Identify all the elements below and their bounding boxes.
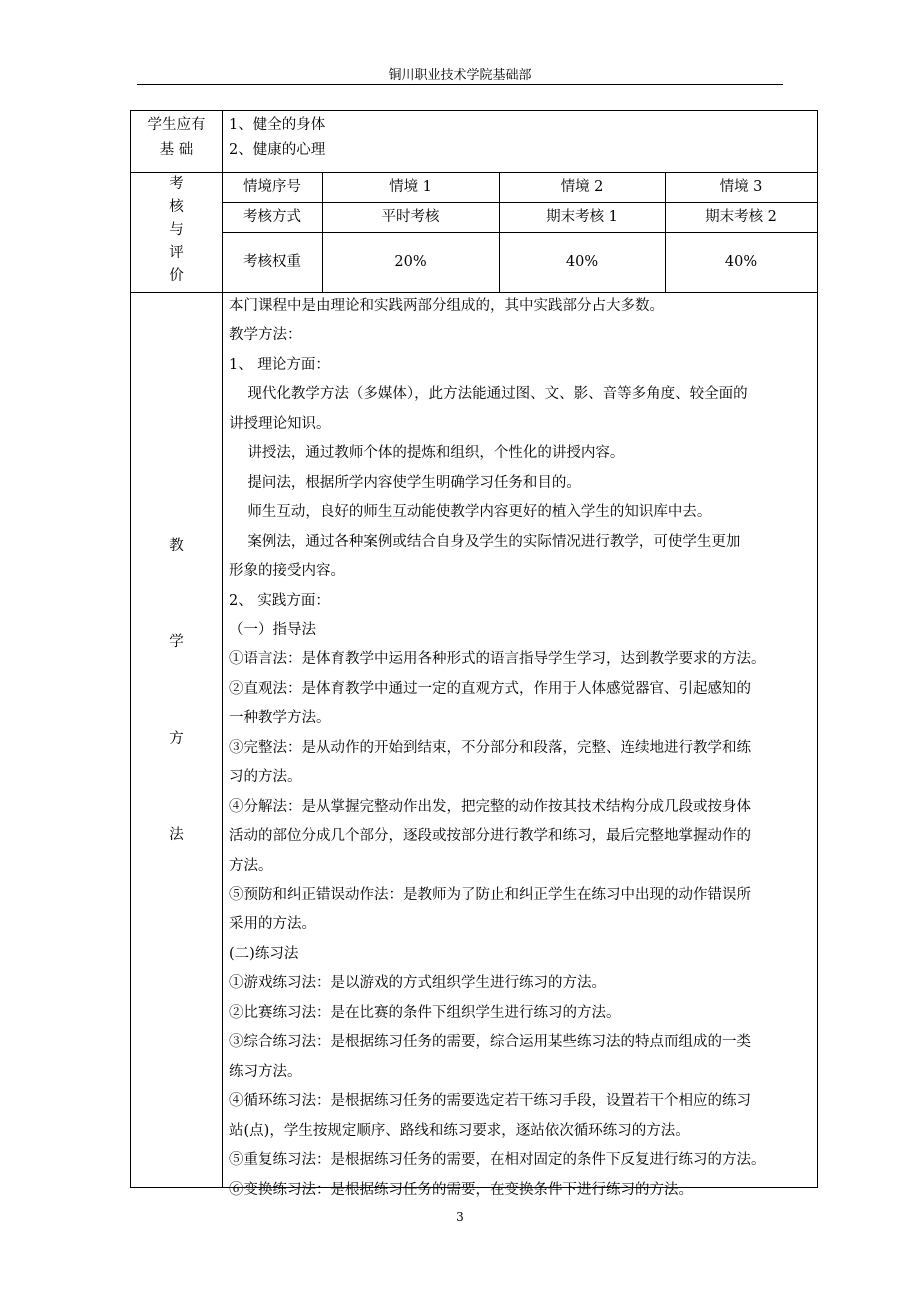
assessment-label-char: 价 — [169, 268, 184, 284]
methods-line: ①语言法：是体育教学中运用各种形式的语言指导学生学习，达到教学要求的方法。 — [229, 651, 766, 668]
methods-line: 案例法，通过各种案例或结合自身及学生的实际情况进行教学，可使学生更加 — [229, 533, 741, 550]
row-divider — [222, 202, 817, 203]
assessment-label-char: 考 — [169, 176, 184, 192]
assessment-cell: 平时考核 — [381, 209, 440, 225]
foundation-label-line1: 学生应有 — [147, 117, 206, 133]
row-divider — [131, 292, 817, 293]
assessment-cell: 期末考核 1 — [546, 209, 618, 225]
assessment-cell: 情境 1 — [389, 179, 432, 195]
foundation-item: 2、健康的心理 — [229, 142, 326, 158]
methods-line: 站(点)，学生按规定顺序、路线和练习要求，逐站依次循环练习的方法。 — [229, 1122, 690, 1139]
methods-line: ⑤预防和纠正错误动作法：是教师为了防止和纠正学生在练习中出现的动作错误所 — [229, 887, 751, 903]
methods-line: 讲授理论知识。 — [229, 415, 331, 432]
methods-line: 提问法，根据所学内容使学生明确学习任务和目的。 — [229, 474, 581, 491]
assessment-label-char: 评 — [169, 245, 184, 261]
header-title: 铜川职业技术学院基础部 — [388, 68, 532, 83]
methods-line: 练习方法。 — [229, 1063, 302, 1080]
methods-line: ②比赛练习法：是在比赛的条件下组织学生进行练习的方法。 — [229, 1004, 621, 1021]
methods-label-char: 法 — [169, 827, 184, 843]
methods-line: 讲授法，通过教师个体的提炼和组织，个性化的讲授内容。 — [229, 445, 625, 462]
assessment-cell: 情境 3 — [719, 179, 763, 195]
methods-line: 本门课程中是由理论和实践两部分组成的，其中实践部分占大多数。 — [229, 298, 664, 314]
assessment-cell: 期末考核 2 — [705, 209, 777, 225]
methods-line: 教学方法： — [229, 327, 302, 344]
methods-line: 形象的接受内容。 — [229, 563, 345, 580]
assessment-cell: 考核权重 — [243, 254, 301, 270]
methods-line: ⑤重复练习法：是根据练习任务的需要，在相对固定的条件下反复进行练习的方法。 — [229, 1152, 766, 1169]
assessment-cell: 情境 2 — [560, 179, 604, 195]
methods-line: ④循环练习法：是根据练习任务的需要选定若干练习手段，设置若干个相应的练习 — [229, 1093, 751, 1110]
assessment-cell: 考核方式 — [243, 209, 301, 225]
assessment-cell: 20% — [394, 254, 427, 270]
column-divider — [222, 111, 223, 1187]
methods-label-char: 方 — [169, 731, 184, 747]
methods-line: 一种教学方法。 — [229, 710, 331, 727]
assessment-cell: 40% — [565, 254, 599, 270]
row-divider — [222, 232, 817, 233]
methods-line: 活动的部位分成几个部分，逐段或按部分进行教学和练习，最后完整地掌握动作的 — [229, 828, 751, 845]
methods-line: 采用的方法。 — [229, 916, 316, 933]
methods-line: (二)练习法 — [229, 945, 299, 962]
assessment-cell: 40% — [724, 254, 758, 270]
methods-label-char: 学 — [169, 634, 184, 650]
methods-line: 现代化教学方法（多媒体），此方法能通过图、文、影、音等多角度、较全面的 — [229, 386, 748, 403]
methods-line: 1、 理论方面： — [229, 356, 330, 373]
foundation-item: 1、健全的身体 — [229, 117, 326, 133]
methods-line: （一）指导法 — [229, 621, 316, 638]
assessment-cell: 情境序号 — [243, 179, 301, 195]
assessment-label-char: 与 — [169, 222, 184, 238]
foundation-label-line2: 基 础 — [159, 142, 194, 158]
assessment-label-char: 核 — [169, 199, 184, 215]
row-divider — [131, 172, 817, 173]
header-rule — [137, 84, 783, 85]
methods-line: ③综合练习法：是根据练习任务的需要，综合运用某些练习法的特点而组成的一类 — [229, 1034, 751, 1051]
methods-line: 习的方法。 — [229, 769, 302, 786]
page-number: 3 — [456, 1210, 464, 1224]
methods-line: ②直观法：是体育教学中通过一定的直观方式，作用于人体感觉器官、引起感知的 — [229, 680, 751, 697]
methods-line: 师生互动，良好的师生互动能使教学内容更好的植入学生的知识库中去。 — [229, 504, 712, 521]
methods-line: ③完整法：是从动作的开始到结束，不分部分和段落，完整、连续地进行教学和练 — [229, 739, 751, 756]
methods-line: ①游戏练习法：是以游戏的方式组织学生进行练习的方法。 — [229, 975, 606, 992]
methods-line: ⑥变换练习法：是根据练习任务的需要，在变换条件下进行练习的方法。 — [229, 1181, 693, 1198]
methods-line: 方法。 — [229, 857, 273, 874]
methods-label-char: 教 — [169, 538, 184, 554]
methods-line: 2、 实践方面： — [229, 592, 330, 609]
methods-line: ④分解法：是从掌握完整动作出发，把完整的动作按其技术结构分成几段或按身体 — [229, 798, 751, 815]
